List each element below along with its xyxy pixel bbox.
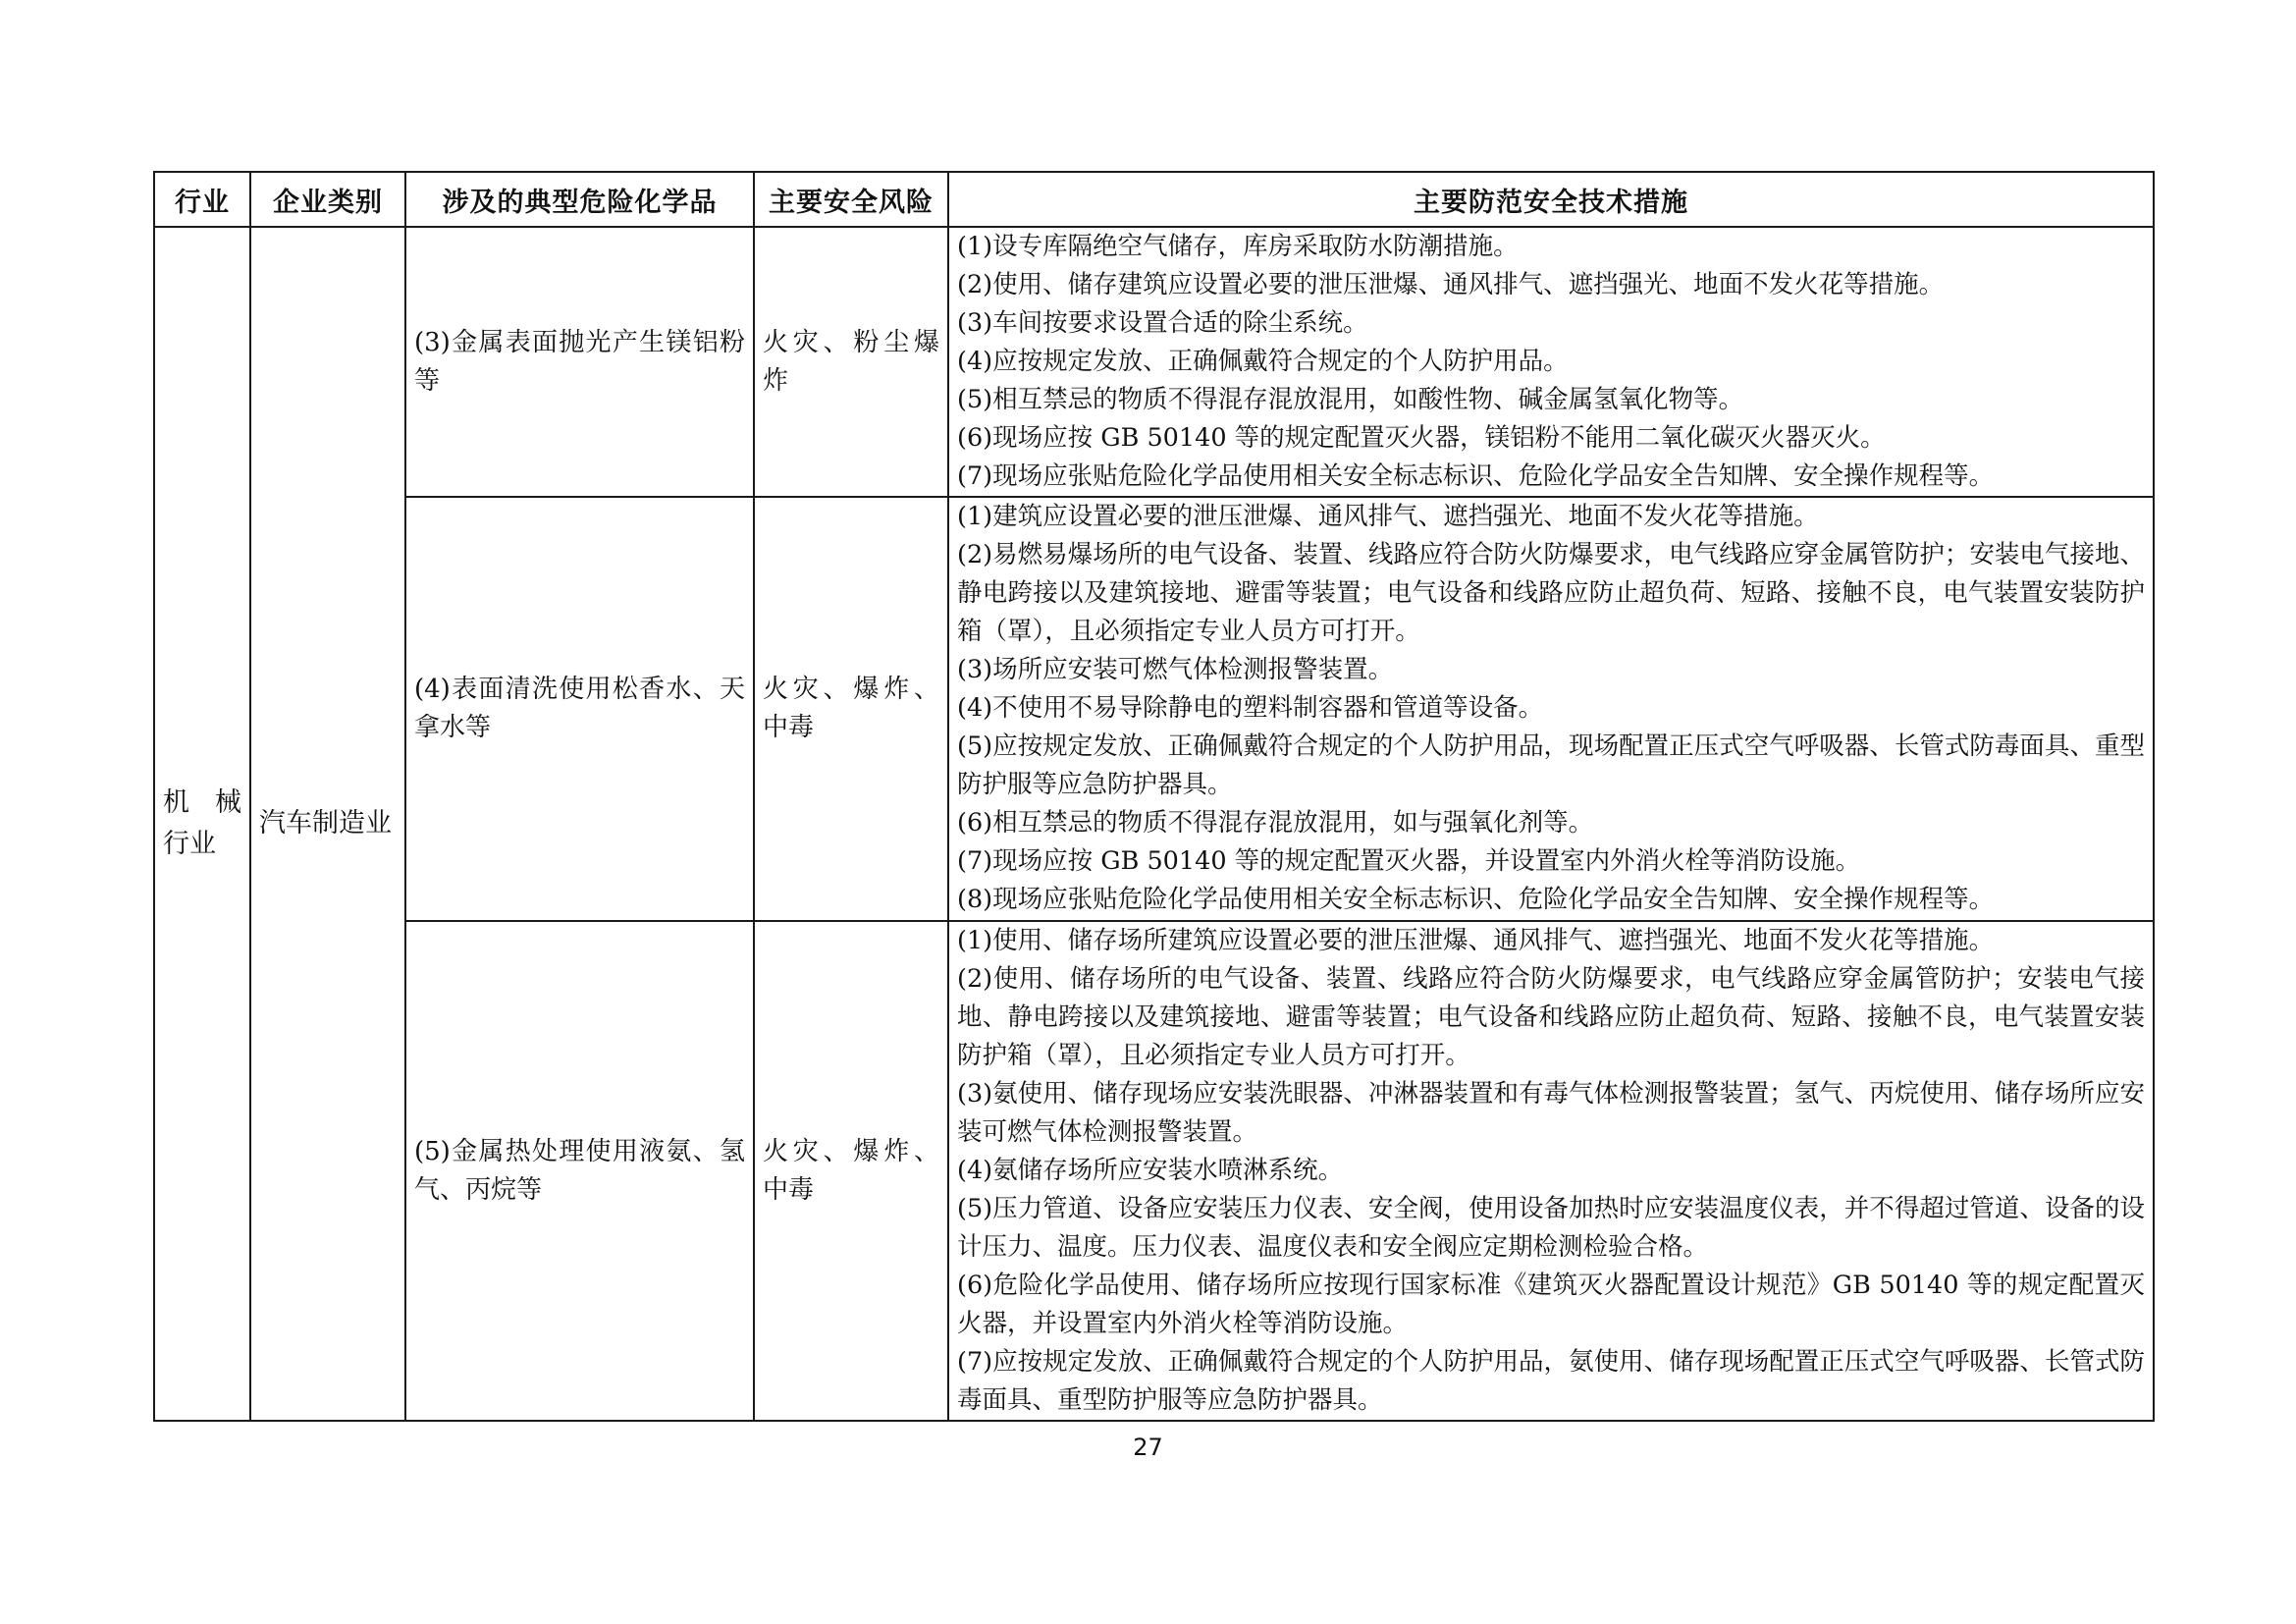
industry-cell [154,227,250,1421]
header-category: 企业类别 [250,172,405,227]
measure-item: (1)建筑应设置必要的泄压泄爆、通风排气、遮挡强光、地面不发火花等措施。 [957,502,1819,531]
measure-item: (1)设专库隔绝空气储存，库房采取防水防潮措施。 [957,232,1519,261]
risks-text: 火灾、粉尘爆炸 [763,327,939,396]
chemicals-cell [405,227,754,497]
measure-item: (5)相互禁忌的物质不得混存混放混用，如酸性物、碱金属氢氧化物等。 [957,385,1744,414]
measure-item: (4)应按规定发放、正确佩戴符合规定的个人防护用品。 [957,347,1569,376]
measure-item: (3)车间按要求设置合适的除尘系统。 [957,308,1368,338]
page-number: 27 [1133,1434,1163,1461]
measure-item: (7)现场应按 GB 50140 等的规定配置灭火器，并设置室内外消火栓等消防设施。 [957,846,1861,876]
category-cell [250,227,405,1421]
measure-item: (2)使用、储存建筑应设置必要的泄压泄爆、通风排气、遮挡强光、地面不发火花等措施。 [957,270,1945,299]
measures-cell [948,497,2154,921]
chemicals-text: (4)表面清洗使用松香水、天拿水等 [414,675,745,742]
measures-list [949,498,2153,919]
measure-item: (4)不使用不易导除静电的塑料制容器和管道等设备。 [957,693,1544,723]
chemicals-cell [405,497,754,921]
table-row [154,497,2154,921]
header-risks: 主要安全风险 [754,172,948,227]
chemicals-cell [405,921,754,1421]
measures-list [949,228,2153,496]
measure-item: (5)压力管道、设备应安装压力仪表、安全阀，使用设备加热时应安装温度仪表，并不得超过管道、设备的设计压力、温度。压力仪表、温度仪表和安全阀应定期检测检验合格。 [957,1194,2145,1262]
table-row [154,227,2154,497]
header-industry: 行业 [154,172,250,227]
measures-cell [948,921,2154,1421]
hazard-table [153,171,2155,1422]
risks-cell [754,497,948,921]
category-text: 汽车制造业 [259,808,392,839]
table-header-row [154,172,2154,227]
measure-item: (6)危险化学品使用、储存场所应按现行国家标准《建筑灭火器配置设计规范》GB 50140 等的规定配置灭火器，并设置室内外消火栓等消防设施。 [957,1271,2145,1338]
measure-item: (3)场所应安装可燃气体检测报警装置。 [957,655,1394,684]
measure-item: (1)使用、储存场所建筑应设置必要的泄压泄爆、通风排气、遮挡强光、地面不发火花等措施。 [957,926,1995,955]
risks-text: 火灾、爆炸、中毒 [763,675,939,742]
measure-item: (8)现场应张贴危险化学品使用相关安全标志标识、危险化学品安全告知牌、安全操作规程等。 [957,885,1995,914]
measure-item: (3)氨使用、储存现场应安装洗眼器、冲淋器装置和有毒气体检测报警装置；氢气、丙烷使用、储存场所应安装可燃气体检测报警装置。 [957,1079,2145,1147]
measures-list [949,922,2153,1420]
header-measures: 主要防范安全技术措施 [948,172,2154,227]
risks-text: 火灾、爆炸、中毒 [763,1136,939,1205]
header-chemicals: 涉及的典型危险化学品 [405,172,754,227]
measure-item: (4)氨储存场所应安装水喷淋系统。 [957,1156,1344,1185]
chemicals-text: (3)金属表面抛光产生镁铝粉等 [414,327,745,396]
industry-text: 机械行业 [163,787,241,859]
measure-item: (5)应按规定发放、正确佩戴符合规定的个人防护用品，现场配置正压式空气呼吸器、长管式防毒面具、重型防护服等应急防护器具。 [957,731,2145,799]
chemicals-text: (5)金属热处理使用液氨、氢气、丙烷等 [414,1136,745,1205]
measure-item: (7)现场应张贴危险化学品使用相关安全标志标识、危险化学品安全告知牌、安全操作规程等。 [957,461,1995,491]
measure-item: (6)相互禁忌的物质不得混存混放混用，如与强氧化剂等。 [957,808,1594,838]
measures-cell [948,227,2154,497]
measure-item: (2)使用、储存场所的电气设备、装置、线路应符合防火防爆要求，电气线路应穿金属管防护；安装电气接地、静电跨接以及建筑接地、避雷等装置；电气设备和线路应防止超负荷、短路、接触不良，电气装置安装防护箱（罩），且必须指定专业人员方可打开。 [957,964,2145,1070]
table-row [154,921,2154,1421]
risks-cell [754,227,948,497]
measure-item: (7)应按规定发放、正确佩戴符合规定的个人防护用品，氨使用、储存现场配置正压式空气呼吸器、长管式防毒面具、重型防护服等应急防护器具。 [957,1347,2145,1415]
measure-item: (2)易燃易爆场所的电气设备、装置、线路应符合防火防爆要求，电气线路应穿金属管防护；安装电气接地、静电跨接以及建筑接地、避雷等装置；电气设备和线路应防止超负荷、短路、接触不良，电气装置安装防护箱（罩），且必须指定专业人员方可打开。 [957,540,2145,646]
measure-item: (6)现场应按 GB 50140 等的规定配置灭火器，镁铝粉不能用二氧化碳灭火器灭火。 [957,423,1886,453]
risks-cell [754,921,948,1421]
